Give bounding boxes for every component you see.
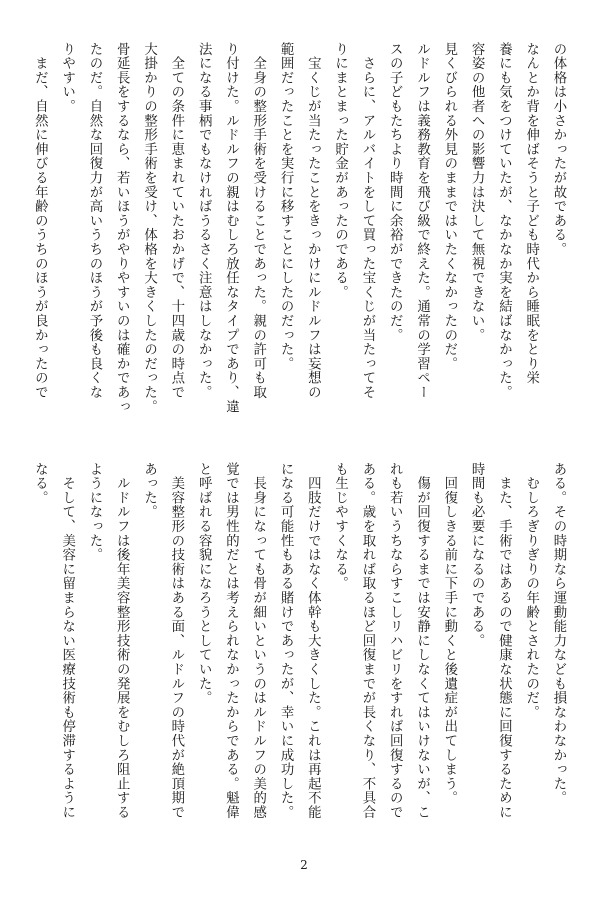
text-column: ルドルフは後年美容整形技術の発展をむしろ阻止する — [114, 462, 130, 820]
text-column: 骨延長をするなら、若いほうがやりやすいのは確かであっ — [114, 42, 130, 414]
text-column: と呼ばれる容貌になろうとしていた。 — [196, 462, 212, 706]
text-column: れも若いうちならすこしリハビリをすれば回復するので — [387, 462, 403, 820]
text-column: ある。歳を取れば取るほど回復までが長くなり、不具合 — [359, 462, 375, 820]
text-column: 回復しきる前に下手に動くと後遺症が出てしまう。 — [441, 462, 457, 806]
text-column: なんとか背を伸ばそうと子ども時代から睡眠をとり栄 — [523, 42, 539, 386]
text-column: そして、美容に留まらない医療技術も停滞するように — [59, 462, 75, 820]
text-column: さらに、アルバイトをして買った宝くじが当たってそ — [359, 42, 375, 400]
text-column: 美容整形の技術はある面、ルドルフの時代が絶頂期で — [168, 462, 184, 820]
text-column: り付けた。ルドルフの親はむしろ放任なタイプであり、違 — [223, 42, 239, 414]
text-block-bottom — [26, 462, 572, 862]
text-column: 範囲だったことを実行に移すことにしたのだった。 — [278, 42, 294, 371]
text-column: 覚では男性的だとは考えられなかったからである。魁偉 — [223, 462, 239, 820]
page-number: 2 — [300, 858, 308, 872]
text-column: ある。その時期なら運動能力なども損なわなかった。 — [551, 462, 566, 806]
text-column: りやすい。 — [59, 42, 75, 114]
text-column: 全ての条件に恵まれていたおかげで、十四歳の時点で — [168, 42, 184, 400]
text-column: 宝くじが当たったことをきっかけにルドルフは妄想の — [305, 42, 321, 400]
text-column: 傷が回復するまでは安静にしなくてはいけないが、こ — [414, 462, 430, 820]
text-column: 四肢だけではなく体幹も大きくした。これは再起不能 — [305, 462, 321, 820]
text-column: スの子どもたちより時間に余裕ができたのだ。 — [387, 42, 403, 343]
text-column: たのだ。自然な回復力が高いうちのほうが予後も良くな — [86, 42, 102, 400]
text-column: 法になる事柄でもなければうるさく注意はしなかった。 — [196, 42, 212, 400]
text-column: 見くびられる外見のままではいたくなかったのだ。 — [441, 42, 457, 371]
text-column: 全身の整形手術を受けることであった。親の許可も取 — [250, 42, 266, 400]
text-column: 時間も必要になるのである。 — [469, 462, 485, 648]
text-column: 養にも気をつけていたが、なかなか実を結ばなかった。 — [496, 42, 512, 400]
text-column: の体格は小さかったが故である。 — [551, 42, 566, 257]
text-column: 容姿の他者への影響力は決して無視できない。 — [469, 42, 485, 343]
text-column: なる。 — [32, 462, 48, 505]
text-column: になる可能性もある賭けであったが、幸いに成功した。 — [278, 462, 294, 820]
text-column: 長身になっても骨が細いというのはルドルフの美的感 — [250, 462, 266, 820]
text-column: 大掛かりの整形手術を受け、体格を大きくしたのだった。 — [141, 42, 157, 414]
text-column: ルドルフは義務教育を飛び級で終えた。通常の学習ペー — [414, 42, 430, 400]
text-column: も生じやすくなる。 — [332, 462, 348, 591]
text-column: りにまとまった貯金があったのである。 — [332, 42, 348, 300]
text-column: あった。 — [141, 462, 157, 520]
text-column: また、手術ではあるので健康な状態に回復するために — [496, 462, 512, 820]
text-column: むしろぎりぎりの年齢とされたのだ。 — [523, 462, 539, 720]
text-column: ようになった。 — [86, 462, 102, 563]
text-column: まだ、自然に伸びる年齢のうちのほうが良かったので — [32, 42, 48, 400]
text-block-top — [26, 42, 572, 442]
